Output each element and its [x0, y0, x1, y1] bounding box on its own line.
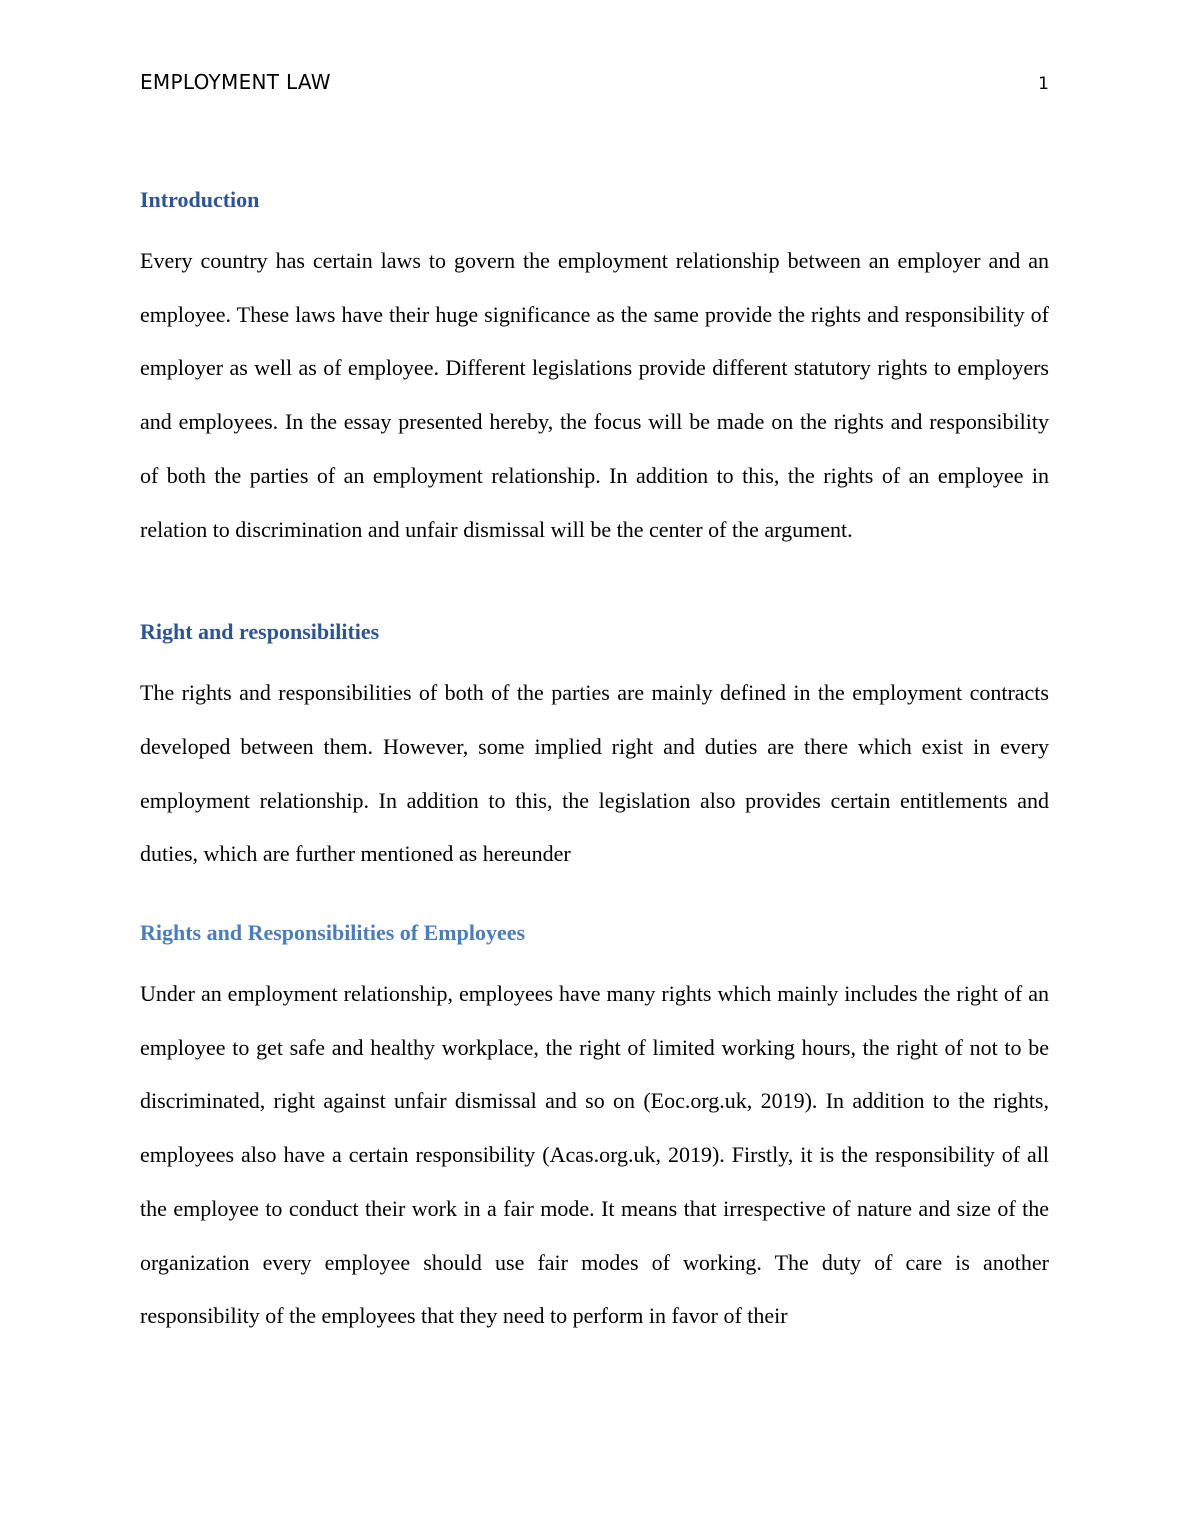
paragraph-employees: Under an employment relationship, employees have many rights which mainly includes the right of an employee to get safe and healthy workplace, the right of limited working hours, the right of not to be discriminated, right against unfair dismissal and so on (Eoc.org.uk, 2019). In addition to the rights, employees also have a certain responsibility (Acas.org.uk, 2019). Firstly, it is the responsibility of all the employee to conduct their work in a fair mode. It means that irrespective of nature and size of the organization every employee should use fair modes of working. The duty of care is another responsibility of the employees that they need to perform in favor of their [140, 981, 1049, 1329]
running-header [140, 70, 1049, 94]
paragraph-introduction: Every country has certain laws to govern the employment relationship between an employer and an employee. These laws have their huge significance as the same provide the rights and responsibility of employer as well as of employee. Different legislations provide different statutory rights to employers and employees. In the essay presented hereby, the focus will be made on the rights and responsibility of both the parties of an employment relationship. In addition to this, the rights of an employee in relation to discrimination and unfair dismissal will be the center of the argument. [140, 248, 1049, 542]
section-heading-rights-responsibilities: Right and responsibilities [140, 619, 380, 645]
paragraph-rights-responsibilities: The rights and responsibilities of both of the parties are mainly defined in the employment contracts developed between them. However, some implied right and duties are there which exist in every employment relationship. In addition to this, the legislation also provides certain entitlements and duties, which are further mentioned as hereunder [140, 680, 1049, 867]
header-title: EMPLOYMENT LAW [140, 70, 331, 94]
document-body [140, 182, 1049, 1343]
section-heading-employees: Rights and Responsibilities of Employees [140, 920, 526, 946]
section-heading-introduction: Introduction [140, 187, 260, 212]
page-number: 1 [1038, 74, 1049, 94]
